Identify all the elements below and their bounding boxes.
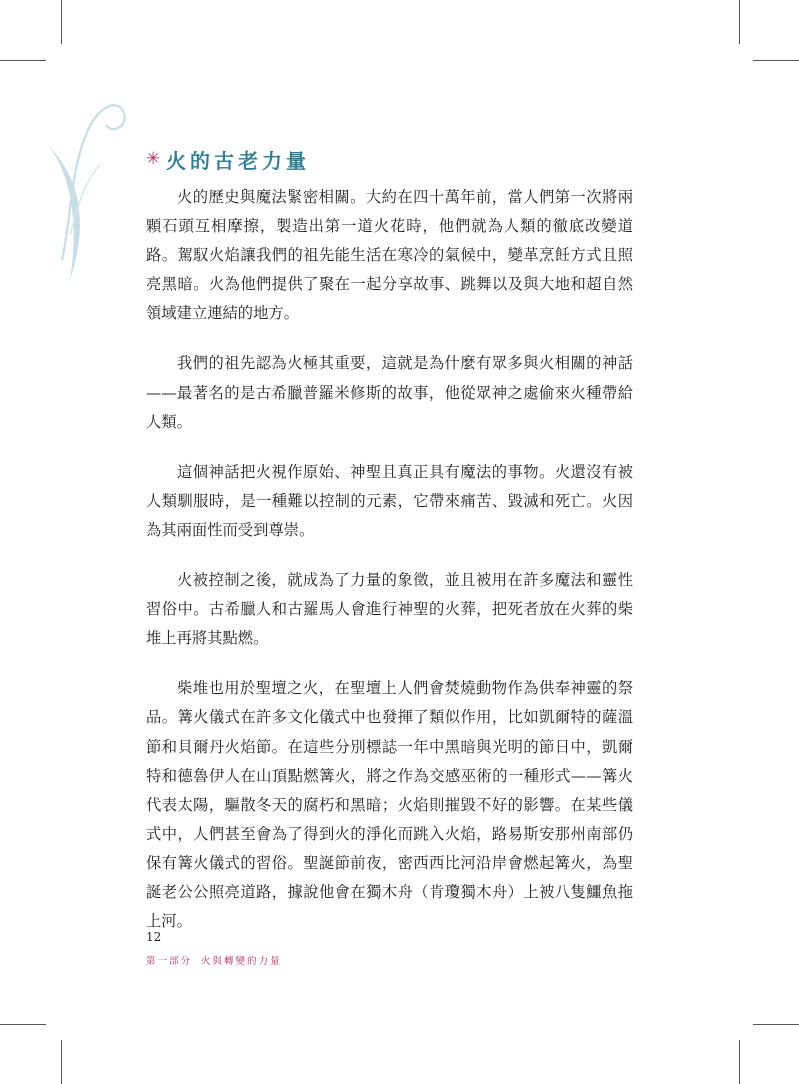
- flourish-ornament: [40, 85, 130, 285]
- asterisk-icon: ✳: [146, 148, 161, 169]
- crop-mark: [0, 60, 46, 61]
- crop-mark: [739, 1040, 740, 1084]
- paragraph: 火的歷史與魔法緊密相關。大約在四十萬年前，當人們第一次將兩顆石頭互相摩擦，製造出第一道火花時，他們就為人類的徹底改變道路。駕馭火焰讓我們的祖先能生活在寒冷的氣候中，變革烹飪方式且照亮黑暗。火為他們提供了聚在一起分享故事、跳舞以及與大地和超自然領域建立連結的地方。: [146, 188, 633, 323]
- crop-mark: [61, 1040, 62, 1084]
- paragraph: 柴堆也用於聖壇之火，在聖壇上人們會焚燒動物作為供奉神靈的祭品。篝火儀式在許多文化儀式中也發揮了類似作用，比如凱爾特的薩溫節和貝爾丹火焰節。在這些分別標誌一年中黑暗與光明的節日中，凱爾特和德魯伊人在山頂點燃篝火，將之作為交感巫術的一種形式——篝火代表太陽，驅散冬天的腐朽和黑暗；火焰則摧毀不好的影響。在某些儀式中，人們甚至會為了得到火的淨化而跳入火焰，路易斯安那州南部仍保有篝火儀式的習俗。聖誕節前夜，密西西比河沿岸會燃起篝火，為聖誕老公公照亮道路，據說他會在獨木舟（肯瓊獨木舟）上被八隻鱷魚拖上河。: [146, 679, 633, 931]
- paragraph: 火被控制之後，就成為了力量的象徵，並且被用在許多魔法和靈性習俗中。古希臘人和古羅馬人會進行神聖的火葬，把死者放在火葬的柴堆上再將其點燃。: [146, 571, 633, 648]
- page-number: 12: [146, 930, 162, 944]
- crop-mark: [61, 0, 62, 44]
- crop-mark: [753, 1024, 799, 1025]
- crop-mark: [753, 60, 799, 61]
- section-heading: [146, 143, 310, 175]
- paragraph: 這個神話把火視作原始、神聖且真正具有魔法的事物。火還沒有被人類馴服時，是一種難以控制的元素，它帶來痛苦、毀滅和死亡。火因為其兩面性而受到尊崇。: [146, 462, 633, 539]
- section-title: 火的古老力量: [166, 148, 310, 173]
- paragraph: 我們的祖先認為火極其重要，這就是為什麼有眾多與火相關的神話——最著名的是古希臘普羅米修斯的故事，他從眾神之處偷來火種帶給人類。: [146, 354, 633, 431]
- body-text: [146, 183, 633, 957]
- running-footer: 第一部分 火與轉變的力量: [146, 956, 282, 967]
- crop-mark: [739, 0, 740, 44]
- crop-mark: [0, 1024, 46, 1025]
